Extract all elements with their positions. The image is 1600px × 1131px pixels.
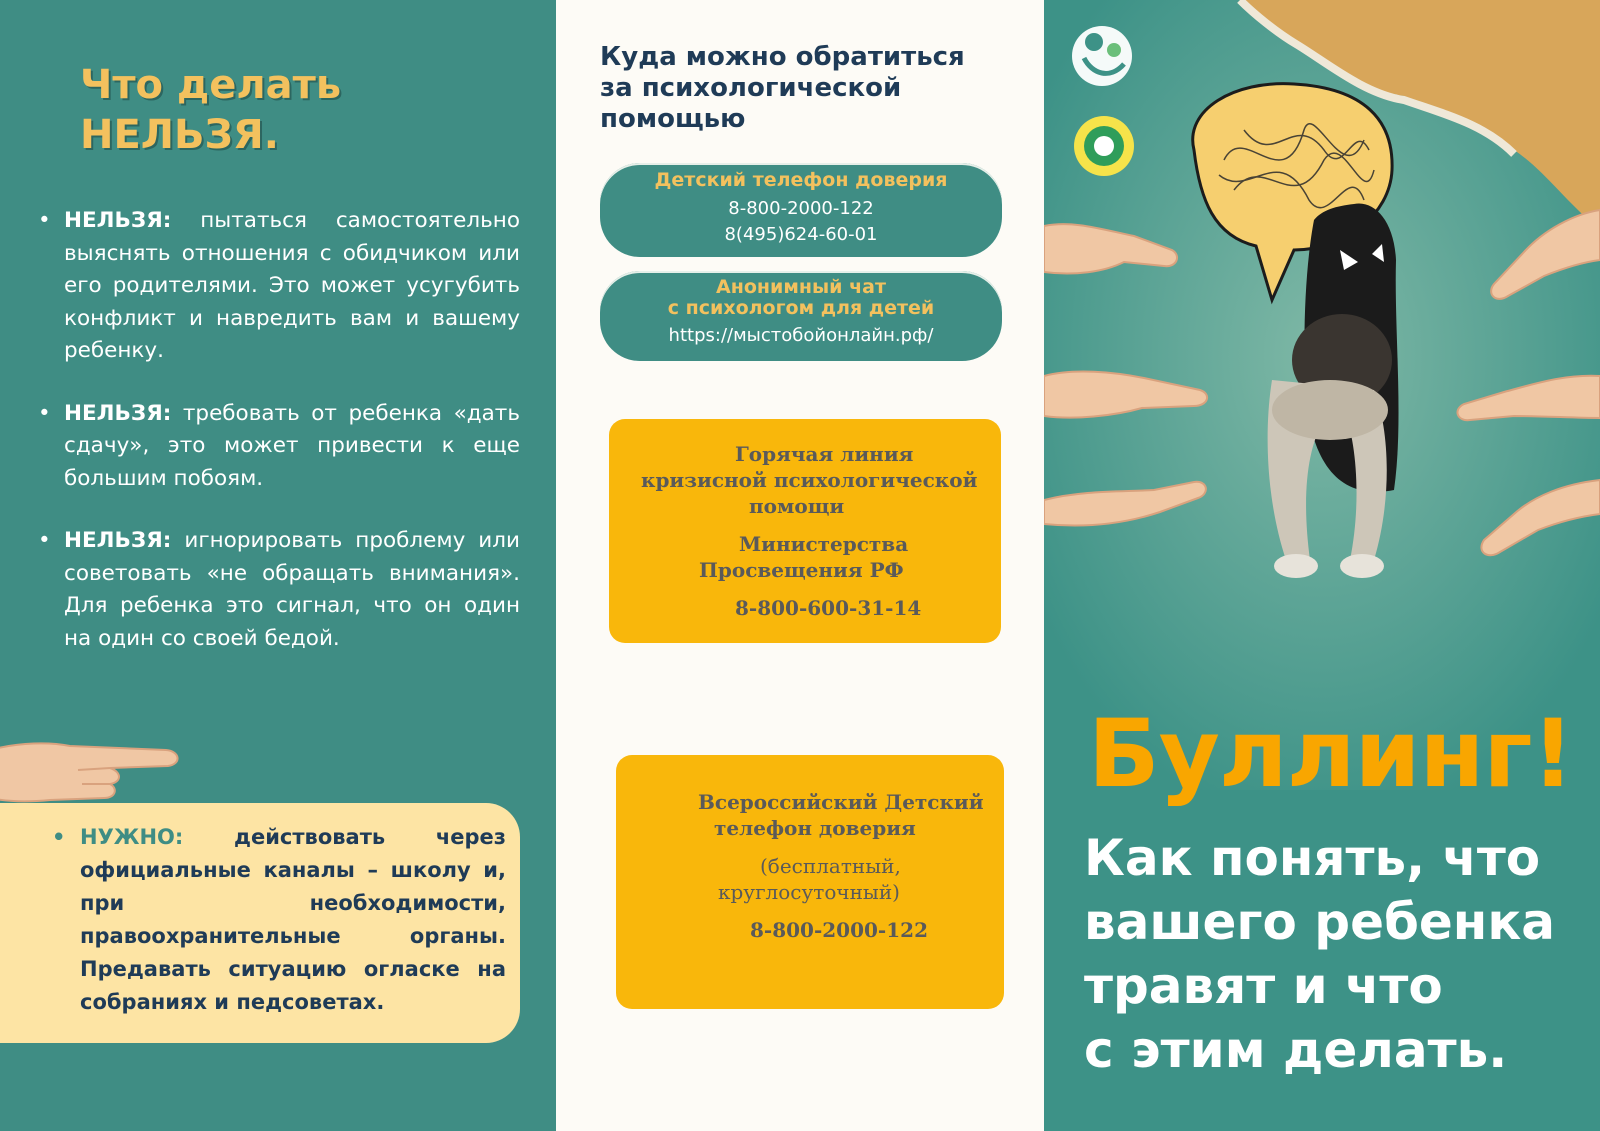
- bullying-headline: Буллинг!: [1088, 700, 1574, 809]
- forbidden-action-item: [38, 205, 520, 368]
- crisis-line-1: Горячая линия: [735, 442, 914, 466]
- forbidden-label: НЕЛЬЗЯ:: [64, 400, 172, 426]
- help-title-line-1: Куда можно обратиться: [600, 42, 965, 72]
- subheadline-line-4: с этим делать.: [1084, 1021, 1508, 1079]
- subheadline-line-3: травят и что: [1084, 957, 1443, 1015]
- family-hands-logo: [1072, 26, 1132, 86]
- children-helpline-title: Детский телефон доверия: [654, 169, 948, 191]
- national-line-2: телефон доверия: [714, 816, 916, 840]
- crisis-phone: 8-800-600-31-14: [735, 596, 922, 620]
- left-panel: [0, 0, 556, 1131]
- bullying-illustration: [1044, 0, 1600, 790]
- crisis-line-3: помощи: [749, 494, 845, 518]
- subheadline-line-1: Как понять, что: [1084, 829, 1541, 887]
- left-title-line-2: НЕЛЬЗЯ.: [80, 112, 279, 158]
- must-do-text: [52, 821, 506, 1019]
- must-do-label: НУЖНО:: [80, 825, 184, 849]
- forbidden-text: пытаться самостоятельно выяснять отношения с обидчиком или его родителями. Это может усугубить конфликт и навредить вам и вашему ребенку.: [64, 208, 520, 363]
- chat-url: https://мыстобойонлайн.рф/: [668, 325, 934, 346]
- forbidden-action-item: [38, 398, 520, 496]
- national-phone: 8-800-2000-122: [750, 918, 928, 942]
- right-panel: [1044, 0, 1600, 1131]
- crisis-hotline-card: [609, 419, 1001, 643]
- anonymous-chat-card: [600, 271, 1002, 361]
- forbidden-action-item: [38, 525, 520, 655]
- national-note-2: круглосуточный): [718, 880, 900, 904]
- national-note-1: (бесплатный,: [760, 854, 901, 878]
- children-helpline-card: [600, 163, 1002, 257]
- subheadline-line-2: вашего ребенка: [1084, 893, 1556, 951]
- crisis-line-4: Министерства: [739, 532, 909, 556]
- forbidden-actions-list: [38, 205, 520, 685]
- national-helpline-card: [616, 755, 1004, 1009]
- children-helpline-phone-1: 8-800-2000-122: [728, 198, 874, 219]
- forbidden-text: игнорировать проблему или советовать «не обращать внимания». Для ребенка это сигнал, что он один на один со своей бедой.: [64, 528, 520, 651]
- sun-emblem-logo: [1074, 116, 1134, 176]
- pointing-hand-icon: [0, 728, 190, 808]
- forbidden-text: требовать от ребенка «дать сдачу», это может привести к еще большим побоям.: [64, 400, 520, 491]
- children-helpline-phone-2: 8(495)624-60-01: [724, 224, 878, 245]
- forbidden-label: НЕЛЬЗЯ:: [64, 208, 172, 233]
- chat-title-line-2: с психологом для детей: [667, 297, 935, 319]
- crisis-line-2: кризисной психологической: [641, 468, 978, 492]
- national-line-1: Всероссийский Детский: [698, 790, 984, 814]
- bullying-subheadline: [1084, 826, 1584, 1082]
- left-title-line-1: Что делать: [80, 62, 342, 108]
- must-do-body: действовать через официальные каналы – школу и, при необходимости, правоохранительные органы. Предавать ситуацию огласке на собраниях и педсоветах.: [80, 825, 506, 1014]
- crisis-line-5: Просвещения РФ: [699, 558, 904, 582]
- left-panel-title: [80, 60, 341, 160]
- forbidden-label: НЕЛЬЗЯ:: [64, 528, 172, 553]
- must-do-box: [0, 803, 520, 1043]
- help-section-title: [600, 42, 965, 135]
- help-title-line-2: за психологической: [600, 73, 902, 103]
- middle-panel: [556, 0, 1044, 1131]
- chat-title-line-1: Анонимный чат: [716, 276, 886, 298]
- help-title-line-3: помощью: [600, 104, 746, 134]
